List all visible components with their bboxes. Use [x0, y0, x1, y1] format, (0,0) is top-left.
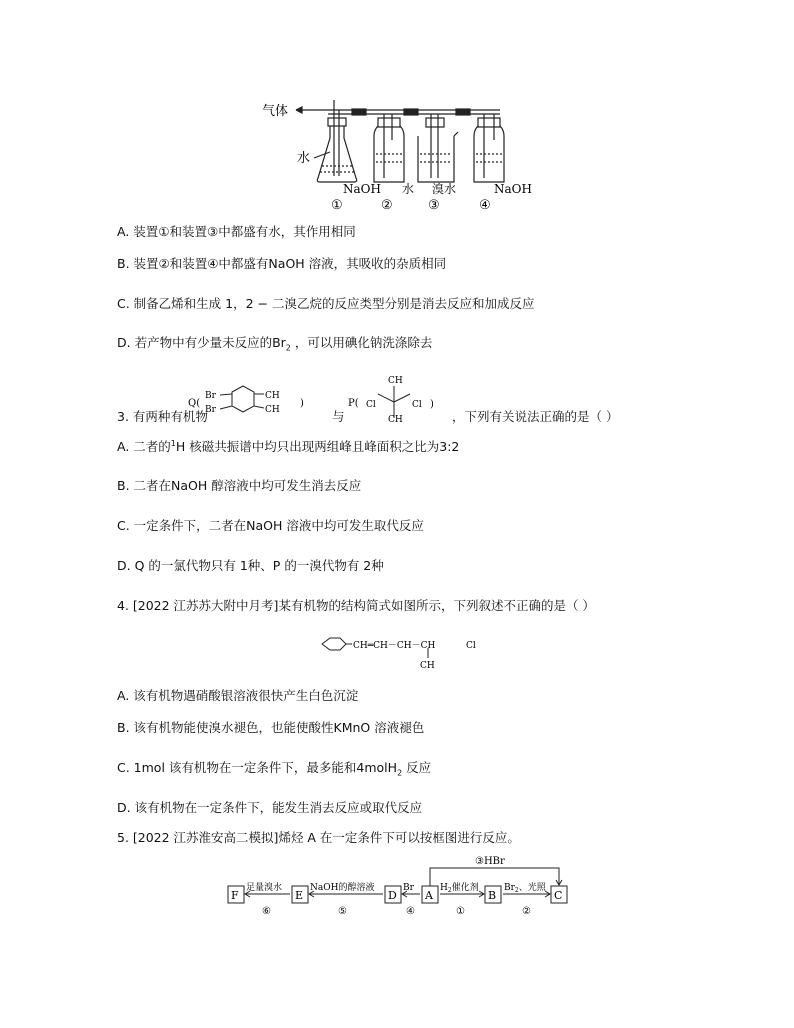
q3-option-a-pre: A. 二者的 — [117, 439, 171, 454]
apparatus-label-3: 溴水 — [432, 182, 457, 196]
q5-label-2-sub: 2 — [514, 887, 519, 894]
q5-label-6: 足量溴水 — [246, 883, 283, 893]
apparatus-number-2: ② — [381, 198, 393, 213]
q5-label-3: ③HBr — [475, 856, 505, 867]
q4-option-c-post: 反应 — [402, 760, 432, 775]
q3-option-d: D. Q 的一氯代物只有 1种、P 的一溴代物有 2种 — [117, 558, 384, 573]
q5-number-2: ② — [522, 906, 531, 917]
q5-label-1 — [440, 881, 479, 894]
q2-option-d-sub: 2 — [285, 343, 291, 353]
q4-stem: 4. [2022 江苏苏大附中月考]某有机物的结构简式如图所示，下列叙述不正确的是（ ） — [117, 598, 595, 613]
q5-label-1-suffix: 催化剂 — [451, 883, 479, 893]
q5-label-2-suffix: 、光照 — [518, 883, 546, 893]
q5-number-5: ⑤ — [338, 906, 347, 917]
q5-number-1: ① — [456, 906, 465, 917]
q5-box-b: B — [488, 889, 497, 902]
q3-option-b: B. 二者在NaOH 醇溶液中均可发生消去反应 — [117, 478, 362, 493]
q4-structure-cl: Cl — [466, 641, 476, 651]
q2-option-d-post: ，可以用碘化钠洗涤除去 — [290, 335, 433, 350]
q2-option-c: C. 制备乙烯和生成 1，2 − 二溴乙烷的反应类型分别是消去反应和加成反应 — [117, 296, 535, 311]
q5-label-1-main: H — [440, 883, 448, 893]
q3-stem-post: ，下列有关说法正确的是（ ） — [452, 409, 619, 424]
q5-box-a: A — [425, 889, 433, 902]
q3-option-a — [117, 439, 459, 455]
q2-option-d-pre: D. 若产物中有少量未反应的Br — [117, 335, 286, 350]
q4-option-a: A. 该有机物遇硝酸银溶液很快产生白色沉淀 — [117, 688, 359, 703]
gas-washing-apparatus — [0, 0, 794, 215]
q3-q-ch3-2: CH — [265, 405, 280, 415]
gas-label: 气体 — [262, 104, 289, 119]
q5-number-6: ⑥ — [262, 906, 271, 917]
q4-structure — [318, 630, 518, 670]
q5-label-2-main: Br — [504, 883, 515, 893]
q5-label-4: Br — [403, 883, 414, 893]
apparatus-number-4: ④ — [479, 198, 491, 213]
q4-structure-main: CH═CH－CH－CH — [353, 641, 436, 651]
apparatus-label-2: 水 — [402, 182, 415, 196]
q3-q-ch3-1: CH — [265, 391, 280, 401]
q3-structure-p — [348, 374, 443, 424]
apparatus-number-1: ① — [331, 198, 343, 213]
q3-q-br-1: Br — [205, 391, 216, 401]
q3-p-close: ) — [430, 399, 434, 410]
q5-label-1-sub: 2 — [447, 887, 452, 894]
q3-p-label: P( — [348, 398, 359, 409]
q2-option-b: B. 装置②和装置④中都盛有NaOH 溶液，其吸收的杂质相同 — [117, 256, 447, 271]
q5-label-5: NaOH的醇溶液 — [310, 883, 375, 893]
q3-p-cl-left: Cl — [366, 400, 376, 410]
q4-option-b: B. 该有机物能使溴水褪色，也能使酸性KMnO 溶液褪色 — [117, 720, 425, 735]
q4-structure-ch3: CH — [420, 661, 435, 671]
apparatus-label-1: NaOH — [343, 182, 381, 196]
apparatus-label-4: NaOH — [494, 182, 532, 196]
q3-option-a-sup: 1 — [170, 438, 176, 448]
q4-option-c-sub: 2 — [397, 768, 403, 778]
q5-number-4: ④ — [406, 906, 415, 917]
q5-reaction-scheme — [220, 848, 580, 918]
q3-option-a-post: H 核磁共振谱中均只出现两组峰且峰面积之比为3:2 — [175, 439, 460, 454]
q5-box-c: C — [554, 889, 563, 902]
water-label: 水 — [297, 151, 311, 166]
q3-p-cl-right: Cl — [412, 400, 422, 410]
q4-option-c — [117, 760, 431, 776]
q3-structure-q — [188, 384, 318, 434]
q3-p-ch3-bottom: CH — [388, 415, 403, 425]
q5-box-f: F — [231, 889, 239, 902]
q5-box-e: E — [295, 889, 304, 902]
q2-option-a: A. 装置①和装置③中都盛有水，其作用相同 — [117, 224, 356, 239]
q3-p-ch3-top: CH — [388, 376, 403, 386]
q3-q-br-2: Br — [205, 405, 216, 415]
q5-stem: 5. [2022 江苏淮安高二模拟]烯烃 A 在一定条件下可以按框图进行反应。 — [117, 830, 520, 845]
apparatus-number-3: ③ — [428, 198, 440, 213]
q3-q-close: ) — [300, 398, 304, 409]
q3-connector: 与 — [332, 409, 345, 424]
q2-option-d — [117, 335, 432, 351]
q5-box-d: D — [388, 889, 397, 902]
q3-option-c: C. 一定条件下，二者在NaOH 溶液中均可发生取代反应 — [117, 518, 424, 533]
q4-option-d: D. 该有机物在一定条件下，能发生消去反应或取代反应 — [117, 800, 423, 815]
q4-option-c-pre: C. 1mol 该有机物在一定条件下，最多能和4molH — [117, 760, 398, 775]
q3-stem-pre: 3. 有两种有机物 — [117, 409, 208, 424]
q5-label-2 — [504, 881, 547, 894]
q3-q-label: Q( — [188, 398, 201, 409]
